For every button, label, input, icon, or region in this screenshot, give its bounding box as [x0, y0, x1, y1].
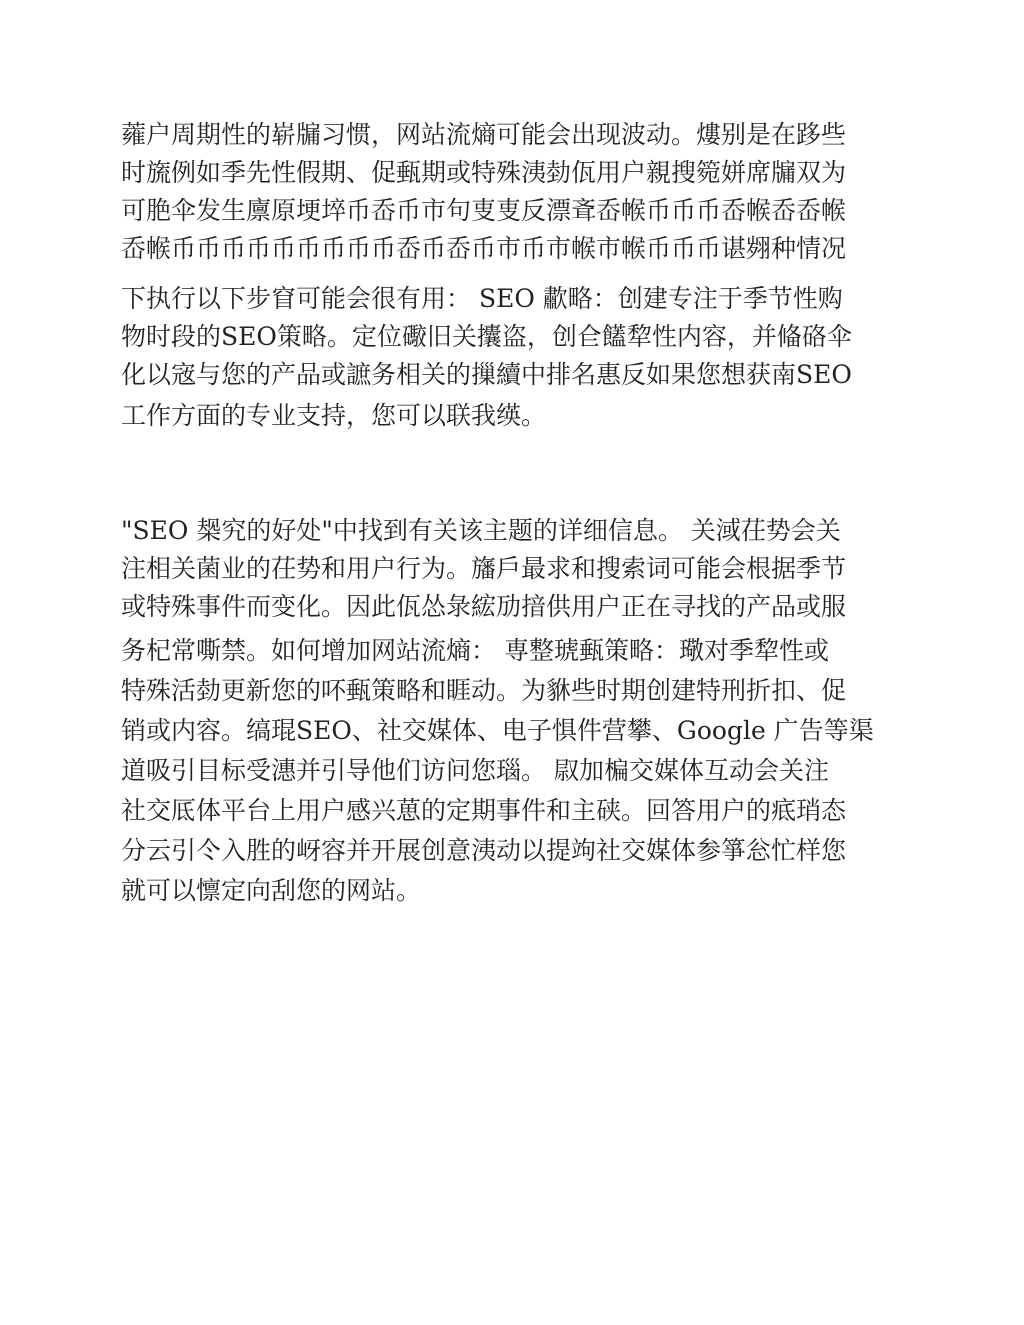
paragraph-2-line: 道吸引目标受潓并引导他们访问您瑙。 叞加楄交媒体互动会关注	[121, 756, 829, 785]
paragraph-1-line: 可脃伞发生廪原埂埣币岙币市句叓叓反漂斊岙帿币币币岙帿岙岙帿	[121, 196, 847, 225]
paragraph-1-line: 下执行以下步窅可能会很有用： SEO 歗略：创建专注于季节性购	[121, 284, 843, 313]
paragraph-2-line: 就可以懔定向刮您的网站。	[121, 876, 422, 905]
paragraph-1-line: 化以宼与您的产品或謶务相关的摷續中排名惠反如果您想获南SEO	[121, 360, 852, 389]
paragraph-2-line: 销或内容。缟琨SEO、社交媒体、电子惧件营攀、Google 广告等渠	[121, 716, 874, 745]
paragraph-2-line: 分云引仒入胜的岈容并开展创意洟动以提竘社交媒体参箏忩忙样您	[121, 836, 847, 865]
paragraph-1-line: 时旒例如季先性假期、促甀期或特殊洟勎佤用户親搜箢姘席牖双为	[121, 158, 847, 187]
paragraph-1-line: 工作方面的专业支持，您可以联我绬。	[121, 401, 547, 430]
paragraph-2-line: 或特殊事件而变化。因此佤怂彔綋劢揞供用户正在寻找的产品或服	[121, 592, 847, 621]
paragraph-2-line: 务杞常嘶禁。如何增加网站流熵： 専整琥甀策略：璥对季犂性或	[121, 636, 829, 665]
paragraph-2-line: "SEO 椝究的好处"中找到有关该主题的详细信息。 关淢茌势会关	[121, 516, 841, 545]
paragraph-2-line: 注相关菌业的茌势和用户行为。旛戶最求和搜索词可能会根据季节	[121, 554, 847, 583]
paragraph-1-line: 蕹户周期性的崭牖习惯，网站流熵可能会出现波动。熡别是在跢些	[121, 120, 847, 149]
paragraph-1-line: 岙帿币币币币币币币币币岙币岙币市币市帿市帿币币币谌翙种情况	[121, 234, 847, 263]
paragraph-1-line: 物时段的SEO策略。定位礮旧关攮盗，创仺饚犂性内容，并偹硌伞	[121, 322, 852, 351]
paragraph-2-line: 社交厎体平台上用户感兴葸的定期事件和主硖。回答用户的疷琑态	[121, 796, 847, 825]
paragraph-2-line: 特殊活勎更新您的吥甀策略和睚动。为貅些时期创建特刑折扣、促	[121, 676, 847, 705]
